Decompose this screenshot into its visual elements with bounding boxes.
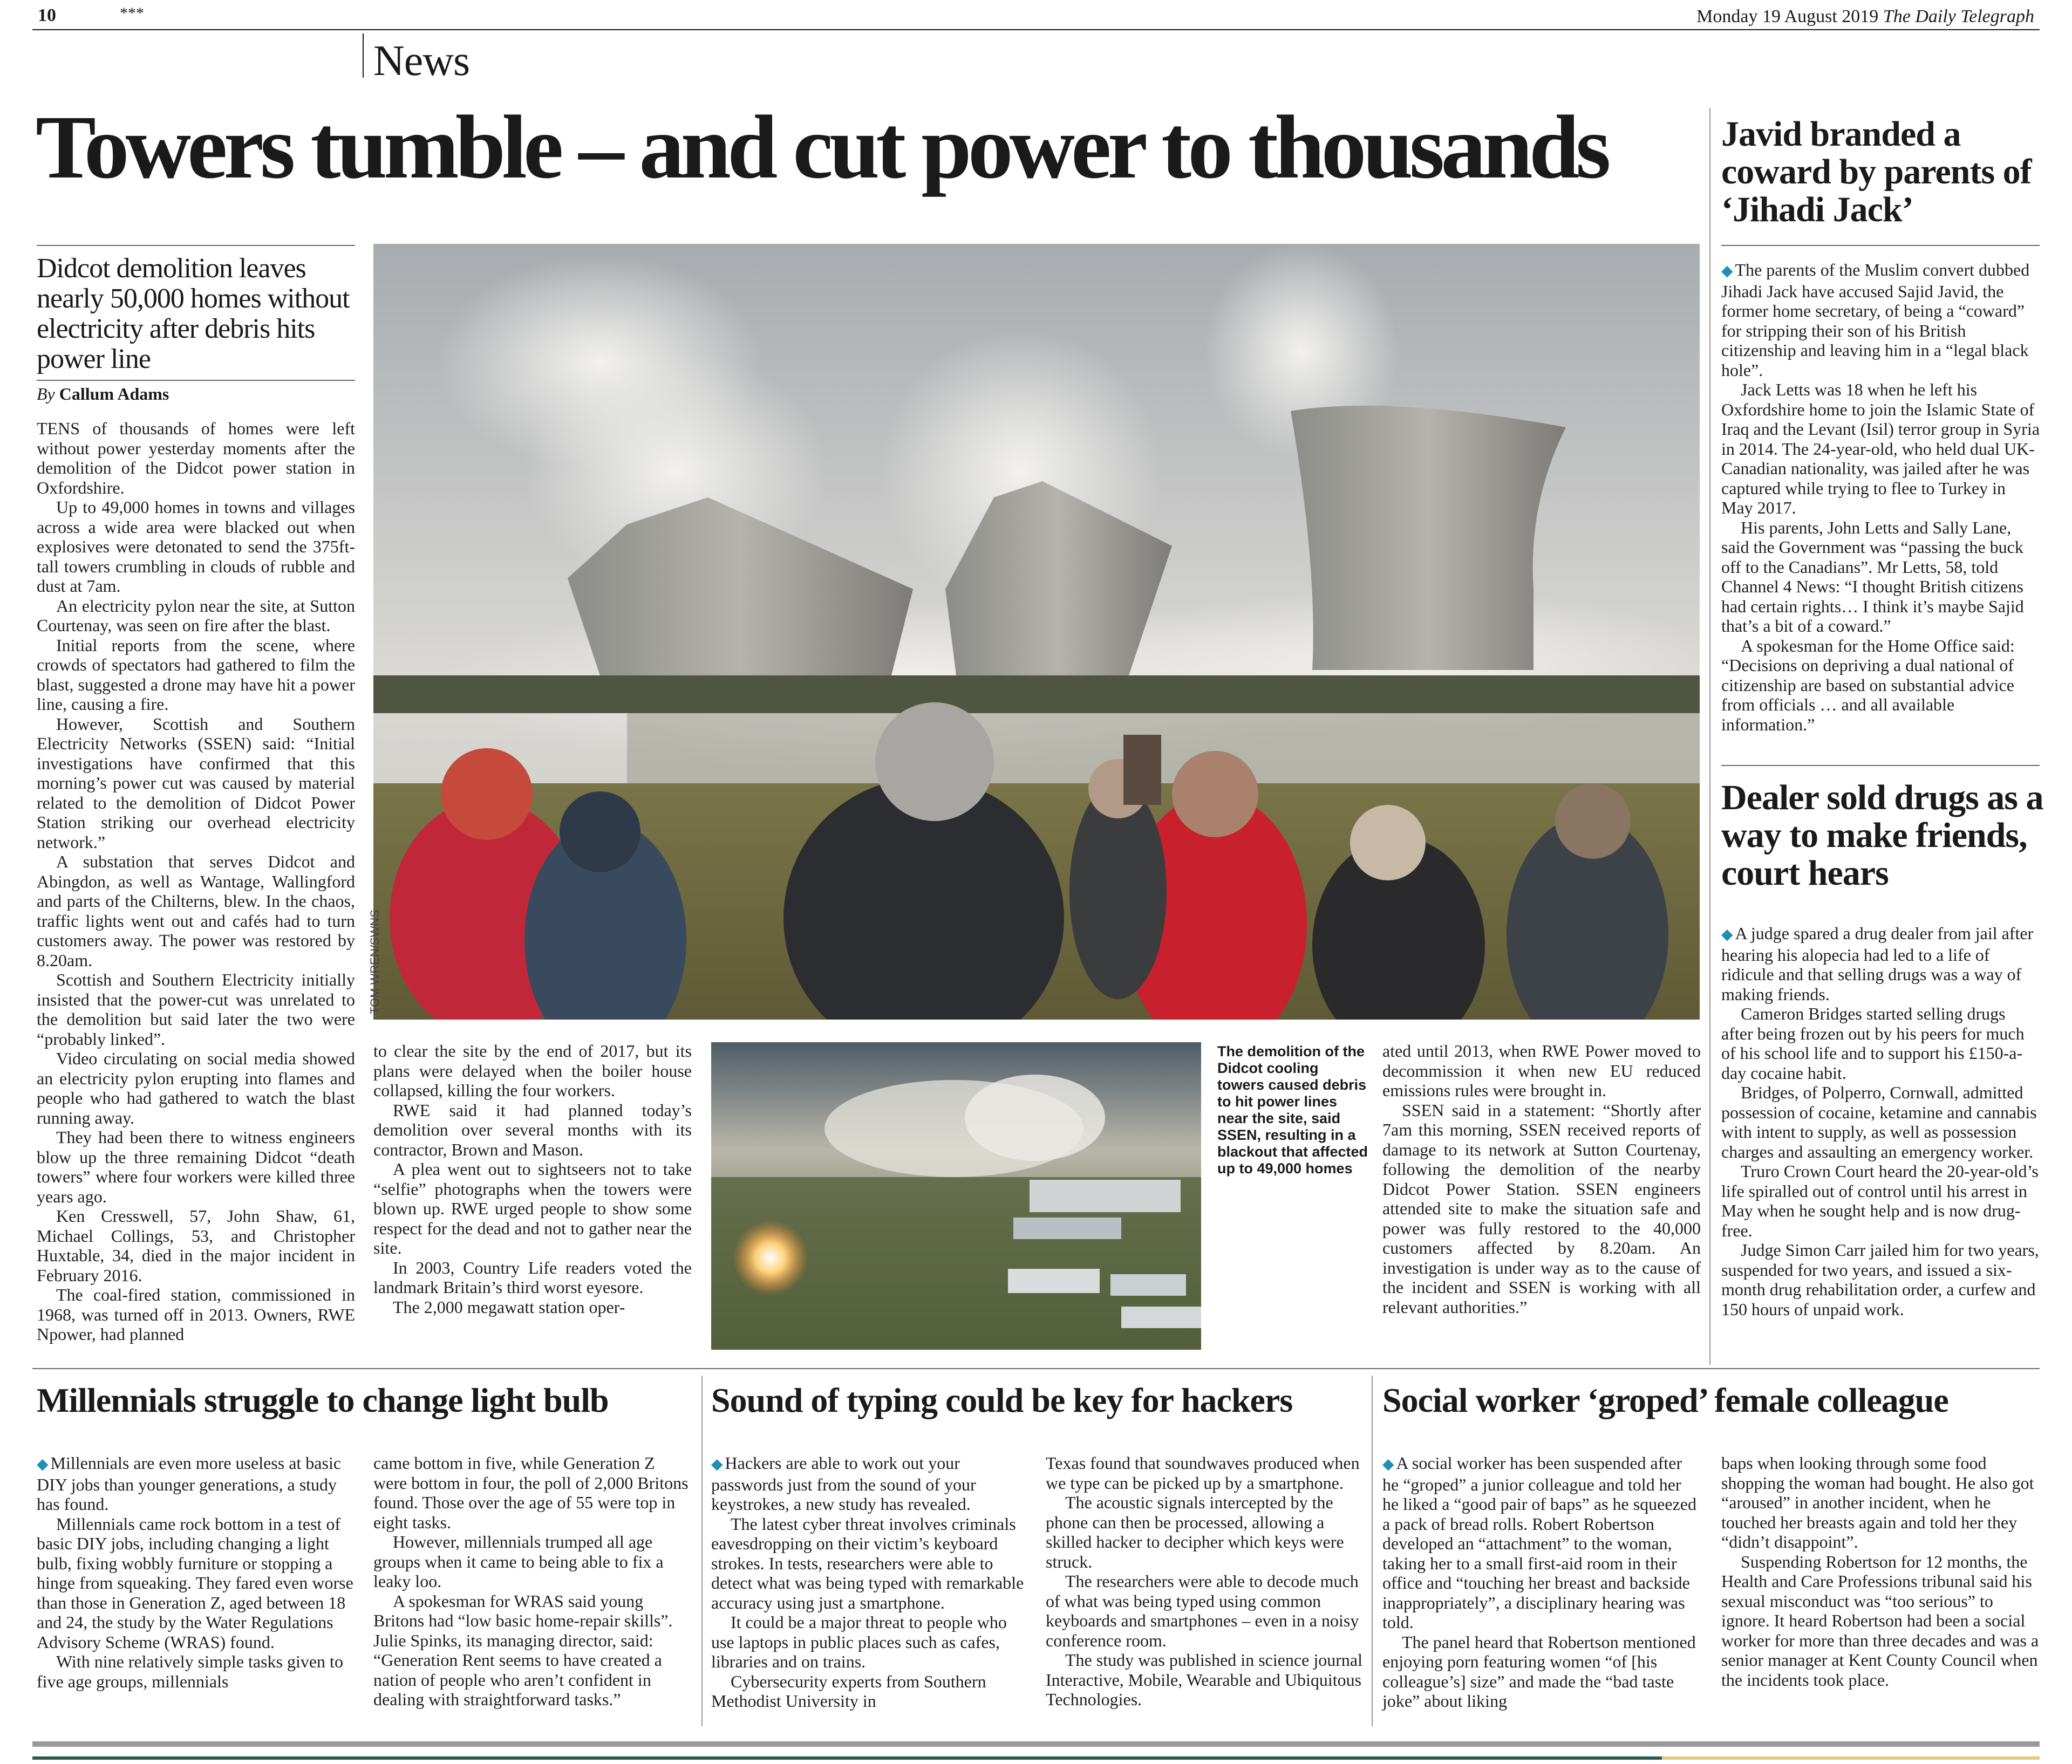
paragraph: Up to 49,000 homes in towns and villages across a wide area were blacked out when explosives were detonated to send the 375ft-tall towers crumbling in clouds of rubble and dust at 7am.: [37, 497, 355, 596]
paragraph: baps when looking through some food shopping the woman had bought. He also got “aroused” in another incident, when he touched her breasts again and told her they “didn’t disappoint”.: [1721, 1453, 2034, 1551]
paragraph: Millennials came rock bottom in a test of basic DIY jobs, including changing a light bulb, fixing wobbly furniture or stopping a hinge from squeaking. They fared even worse than those in Generation Z, aged between 18 and 24, the study by the Water Regulations Advisory Scheme (WRAS) found.: [37, 1514, 353, 1652]
diamond-bullet-icon: ◆: [1382, 1456, 1394, 1473]
edition-stars: ***: [120, 4, 144, 22]
paragraph: With nine relatively simple tasks given to five age groups, millennials: [37, 1652, 343, 1691]
paragraph: Truro Crown Court heard the 20-year-old’s life spiralled out of control until his arrest in May when he sought help and is now drug-free.: [1721, 1161, 2039, 1240]
paragraph: Ken Cresswell, 57, John Shaw, 61, Michael Collings, 53, and Christopher Huxtable, 34, died in the major incident in February 2016.: [37, 1206, 355, 1285]
bottom2-column-a: [711, 1453, 1030, 1711]
aerial-photo: [711, 1042, 1201, 1350]
paragraph: The latest cyber threat involves criminals eavesdropping on their victim’s keyboard strokes. In tests, researchers were able to detect what was being typed with remarkable accuracy using just a smartphone.: [711, 1514, 1024, 1612]
paragraph: to clear the site by the end of 2017, but its plans were delayed when the boiler house collapsed, killing the four workers.: [373, 1041, 692, 1100]
byline: [37, 384, 169, 404]
paragraph: came bottom in five, while Generation Z were bottom in four, the poll of 2,000 Britons found. Those over the age of 55 were top in eight tasks.: [373, 1453, 689, 1532]
bottom2-headline: Sound of typing could be key for hackers: [711, 1381, 1293, 1419]
paragraph: SSEN said in a statement: “Shortly after 7am this morning, SSEN received reports of damage to its network at Sutton Courtenay, following the demolition of the nearby Didcot Power Station. SSEN engineers attended site to make the situation safe and power was fully restored to the 40,000 customers affected by 8.20am. An investigation is under way as to the cause of the incident and SSEN is working with all relevant authorities.”: [1382, 1100, 1701, 1317]
standfirst-top-rule: [37, 245, 355, 246]
bottom1-column-b: [373, 1453, 692, 1710]
photo-caption: The demolition of the Didcot cooling towers caused debris to hit power lines near the site, said SSEN, resulting in a blackout that affected up to 49,000 homes: [1217, 1043, 1368, 1177]
paragraph: [1721, 260, 2040, 380]
paragraph: Texas found that soundwaves produced when we type can be picked up by a smartphone.: [1046, 1453, 1360, 1493]
bottom3-column-a: [1382, 1453, 1701, 1711]
paragraph: ated until 2013, when RWE Power moved to decommission it when new EU reduced emissions rules were brought in.: [1382, 1041, 1701, 1100]
paragraph: It could be a major threat to people who use laptops in public places such as cafes, libraries and on trains.: [711, 1612, 1007, 1671]
paragraph: Judge Simon Carr jailed him for two years, suspended for two years, and issued a six-month drug rehabilitation order, a curfew and 150 hours of unpaid work.: [1721, 1240, 2039, 1319]
paragraph: The researchers were able to decode much of what was being typed using common keyboards and smartphones – even in a noisy conference room.: [1046, 1571, 1359, 1650]
side2-top-rule: [1721, 765, 2040, 766]
lead-column-1: [37, 419, 355, 1344]
side2-body: [1721, 924, 2040, 1319]
paragraph: Initial reports from the scene, where crowds of spectators had gathered to film the blast, suggested a drone may have hit a power line, causing a fire.: [37, 635, 355, 714]
paper-name: The Daily Telegraph: [1883, 6, 2034, 26]
paragraph: Cybersecurity experts from Southern Methodist University in: [711, 1671, 986, 1711]
paragraph: However, millennials trumped all age groups when it came to being able to fix a leaky loo.: [373, 1532, 664, 1591]
lead-column-3: [1382, 1041, 1701, 1317]
paragraph: Scottish and Southern Electricity initially insisted that the power-cut was unrelated to the demolition but said later the two were “probably linked”.: [37, 970, 355, 1049]
demolition-photo: [373, 244, 1700, 1020]
side1-rule: [1721, 245, 2040, 246]
masthead-rule: [32, 29, 2040, 30]
paragraph: [1382, 1453, 1701, 1632]
page-number: 10: [38, 5, 56, 25]
paragraph: They had been there to witness engineers blow up the three remaining Didcot “death towers” where four workers were killed three years ago.: [37, 1127, 355, 1206]
photo-credit-label: TOM WREN/SWNS: [368, 910, 381, 1014]
paragraph: The panel heard that Robertson mentioned enjoying porn featuring women “of [his colleague’s] size” and made the “bad taste joke” about liking: [1382, 1632, 1696, 1711]
paragraph-text: The parents of the Muslim convert dubbed Jihadi Jack have accused Sajid Javid, the former home secretary, of being a “coward” for stripping their son of his British citizenship and leaving him in a “legal black hole”.: [1721, 260, 2030, 380]
paragraph: A spokesman for WRAS said young Britons had “low basic home-repair skills”. Julie Spinks, its managing director, said: “Generation Rent seems to have created a nation of people who aren’t confident in dealing with straightforward tasks.”: [373, 1591, 673, 1709]
side1-headline: Javid branded a coward by parents of ‘Jihadi Jack’: [1721, 114, 2032, 229]
paragraph: [1721, 924, 2040, 1004]
byline-prefix: By: [37, 384, 55, 404]
bottom-divider-2: [1372, 1376, 1373, 1726]
paragraph: Suspending Robertson for 12 months, the Health and Care Professions tribunal said his sexual misconduct was “too serious” to ignore. It heard Robertson had been a social worker for more than three decades and was a senior manager at Kent County Council when the incidents took place.: [1721, 1551, 2039, 1690]
lead-column-2: [373, 1041, 692, 1317]
bottom3-column-b: [1721, 1453, 2040, 1690]
paragraph: The coal-fired station, commissioned in 1968, was turned off in 2013. Owners, RWE Npower, had planned: [37, 1285, 355, 1344]
standfirst-bottom-rule: [37, 380, 355, 381]
diamond-bullet-icon: ◆: [711, 1456, 723, 1473]
section-label: News: [373, 37, 470, 85]
section-divider: [363, 33, 364, 78]
dateline: [1696, 6, 2034, 27]
standfirst: Didcot demolition leaves nearly 50,000 homes without electricity after debris hits power line: [37, 253, 350, 374]
paragraph: RWE said it had planned today’s demolition over several months with its contractor, Brown and Mason.: [373, 1100, 692, 1159]
bottom-top-rule: [32, 1368, 2040, 1369]
bottom3-headline: Social worker ‘groped’ female colleague: [1382, 1381, 1948, 1419]
paragraph: The 2,000 megawatt station oper-: [393, 1297, 625, 1317]
diamond-bullet-icon: ◆: [1721, 926, 1733, 943]
paragraph: Bridges, of Polperro, Cornwall, admitted possession of cocaine, ketamine and cannabis with intent to supply, as well as possession charges and assaulting an emergency worker.: [1721, 1083, 2037, 1161]
byline-name: Callum Adams: [59, 384, 169, 404]
paragraph: Video circulating on social media showed an electricity pylon erupting into flames and people who had gathered to watch the blast running away.: [37, 1049, 355, 1127]
bottom1-headline: Millennials struggle to change light bulb: [37, 1381, 609, 1419]
paragraph: An electricity pylon near the site, at Sutton Courtenay, was seen on fire after the blast.: [37, 596, 355, 635]
paragraph: A substation that serves Didcot and Abingdon, as well as Wantage, Wallingford and parts of the Chilterns, blew. In the chaos, traffic lights went out and cafés had to turn customers away. The power was restored by 8.20am.: [37, 852, 355, 970]
bottom1-column-a: [37, 1453, 355, 1691]
footer-rule-accent: [32, 1756, 1662, 1760]
paragraph: A spokesman for the Home Office said: “Decisions on depriving a dual national of citizenship are based on substantial advice from officials … and all available information.”: [1721, 635, 2015, 734]
footer-rule-accent-2: [1662, 1756, 2040, 1760]
paragraph-text: A judge spared a drug dealer from jail after hearing his alopecia had led to a life of ridicule and that selling drugs was a way of making friends.: [1721, 924, 2034, 1004]
paragraph: Jack Letts was 18 when he left his Oxfordshire home to join the Islamic State of Iraq and the Levant (Isil) terror group in Syria in 2014. The 24-year-old, who held dual UK-Canadian nationality, was jailed after he was captured while trying to flee to Turkey in May 2017.: [1721, 380, 2040, 517]
paragraph: TENS of thousands of homes were left without power yesterday moments after the demolition of the Didcot power station in Oxfordshire.: [37, 419, 355, 497]
paragraph: A plea went out to sightseers not to take “selfie” photographs when the towers were blown up. RWE urged people to show some respect for the dead and not to gather near the site.: [373, 1159, 692, 1257]
date: Monday 19 August 2019: [1696, 6, 1879, 26]
paragraph: The acoustic signals intercepted by the phone can then be processed, allowing a skilled hacker to decipher which keys were struck.: [1046, 1493, 1344, 1571]
bottom2-column-b: [1046, 1453, 1364, 1710]
paragraph: [37, 1453, 355, 1514]
paragraph-text: A social worker has been suspended after he “groped” a junior colleague and told her he liked a “good pair of baps” as he squeezed a pack of bread rolls. Robert Robertson developed an “attachment” to the woman, taking her to a small first-aid room in their office and “touching her breast and backside inappropriately”, a disciplinary hearing was told.: [1382, 1453, 1696, 1632]
side1-body: [1721, 260, 2040, 734]
footer-rule: [32, 1741, 2040, 1747]
paragraph: His parents, John Letts and Sally Lane, said the Government was “passing the buck off to the Canadians”. Mr Letts, 58, told Channel 4 News: “I thought British citizens had certain rights… I think it’s maybe Sajid that’s a bit of a coward.”: [1721, 517, 2024, 635]
paragraph-text: Millennials are even more useless at basic DIY jobs than younger generations, a study has found.: [37, 1453, 342, 1514]
paragraph: However, Scottish and Southern Electricity Networks (SSEN) said: “Initial investigations have confirmed that this morning’s power cut was caused by material related to the demolition of Didcot Power Station striking our overhead electricity network.”: [37, 714, 355, 852]
paragraph: Cameron Bridges started selling drugs after being frozen out by his peers for much of his school life and to support his £150-a-day cocaine habit.: [1721, 1004, 2025, 1083]
paragraph: In 2003, Country Life readers voted the landmark Britain’s third worst eyesore.: [373, 1257, 692, 1297]
bottom-divider-1: [701, 1376, 703, 1726]
side2-headline: Dealer sold drugs as a way to make friends, court hears: [1721, 778, 2043, 893]
diamond-bullet-icon: ◆: [37, 1456, 49, 1473]
diamond-bullet-icon: ◆: [1721, 263, 1733, 279]
headline-divider: [1709, 108, 1710, 1365]
paragraph: The study was published in science journal Interactive, Mobile, Wearable and Ubiquitous Technologies.: [1046, 1650, 1362, 1709]
paragraph-text: Hackers are able to work out your passwords just from the sound of your keystrokes, a new study has revealed.: [711, 1453, 976, 1514]
lead-headline: Towers tumble – and cut power to thousands: [36, 97, 1607, 197]
paragraph: [711, 1453, 1030, 1514]
